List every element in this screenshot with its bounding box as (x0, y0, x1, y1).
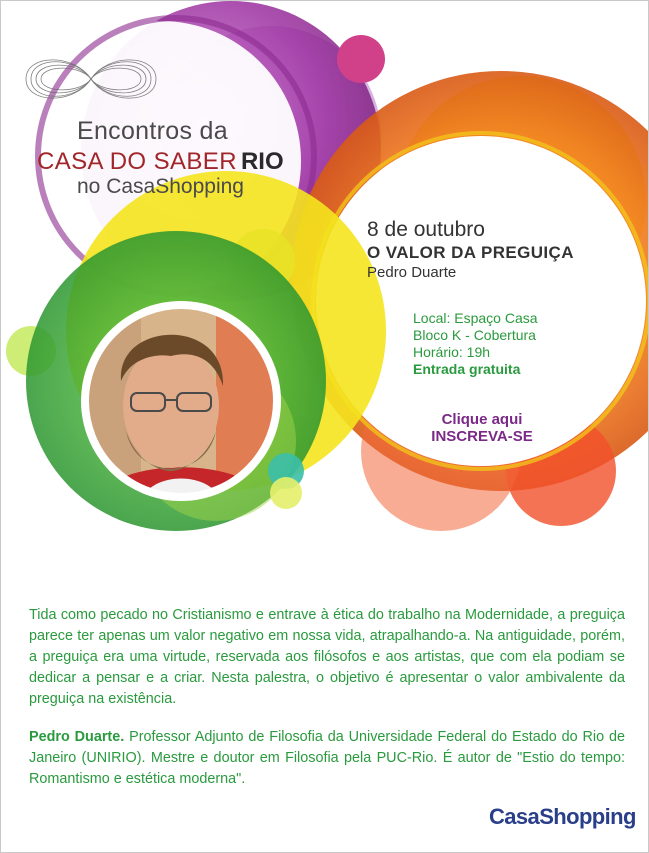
register-link-line1[interactable]: Clique aqui (441, 411, 523, 428)
speaker-bio-text: Professor Adjunto de Filosofia da Universidade Federal do Estado do Rio de Janeiro (UNIRIO). Mestre e doutor em Filosofia pela PUC-Rio. É autor de "Estio do tempo: Romantismo e estética moderna". (29, 729, 625, 787)
brand-name: CASA DO SABER (37, 148, 237, 175)
casashopping-logo[interactable]: CasaShopping (489, 804, 636, 829)
decorative-circles-artwork (1, 1, 648, 601)
register-link[interactable] (401, 411, 563, 445)
event-speaker: Pedro Duarte (367, 264, 457, 281)
event-title: O VALOR DA PREGUIÇA (367, 243, 574, 262)
brand-city: RIO (240, 148, 284, 175)
event-admission: Entrada gratuita (413, 361, 521, 377)
event-description: Tida como pecado no Cristianismo e entrave à ética do trabalho na Modernidade, a preguiça parece ter apenas um valor negativo em nossa vida, atrapalhando-a. Na antiguidade, porém, a preguiça era uma virtude, reservada aos filósofos e aos artistas, que com ela podiam se dedicar a pensar e a criar. Nesta palestra, o objetivo é apresentar o valor ambivalente da preguiça na existência. (29, 607, 625, 707)
header-line-casashopping: no CasaShopping (77, 175, 244, 198)
header-line-encontros: Encontros da (77, 117, 228, 145)
lime-dot (270, 477, 302, 509)
event-time: Horário: 19h (413, 344, 491, 360)
speaker-bio-name: Pedro Duarte. (29, 729, 125, 745)
event-location-1: Local: Espaço Casa (413, 310, 538, 326)
register-link-line2[interactable]: INSCREVA-SE (431, 428, 533, 445)
event-location-2: Bloco K - Cobertura (413, 327, 536, 343)
brand-casa-do-saber (37, 148, 284, 176)
pink-dot (337, 35, 385, 83)
speaker-bio (29, 727, 625, 790)
event-date: 8 de outubro (367, 218, 485, 241)
